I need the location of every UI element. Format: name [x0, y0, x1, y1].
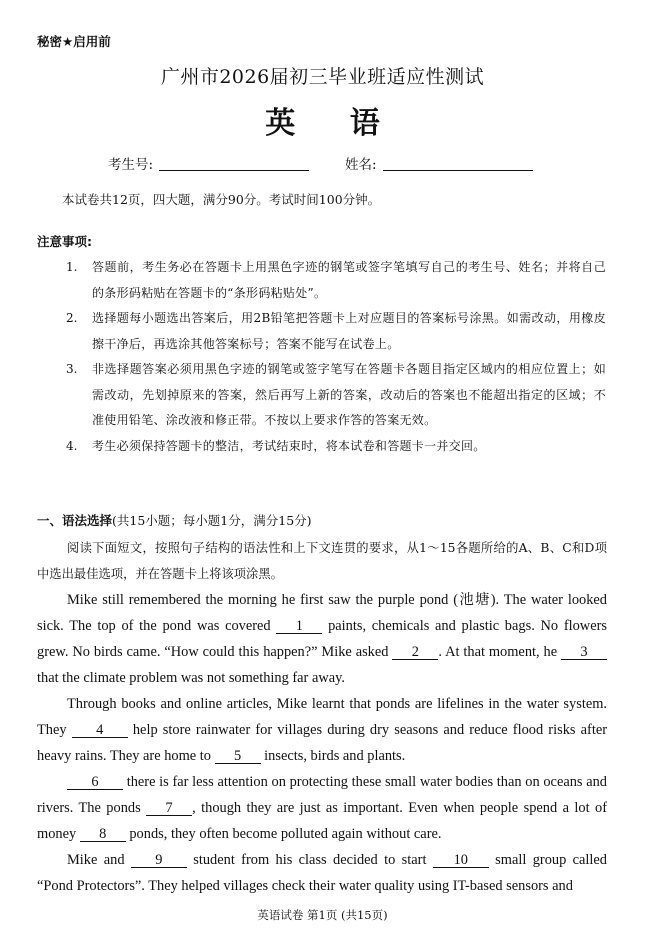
blank-2: 2 [392, 645, 438, 660]
notice-item-number: 2. [66, 311, 78, 325]
notice-item-text: 选择题每小题选出答案后，用2B铅笔把答题卡上对应题目的答案标号涂黑。如需改动，用橡皮擦干净后，再选涂其他答案标号；答案不能写在试卷上。 [92, 311, 606, 351]
reading-passage [37, 587, 607, 899]
passage-text: insects, birds and plants. [260, 748, 406, 764]
passage-text: that the climate problem was not something far away. [37, 670, 345, 686]
section-heading: 一、语法选择 [37, 513, 113, 528]
notice-item-text: 考生必须保持答题卡的整洁，考试结束时，将本试卷和答题卡一并交回。 [92, 438, 486, 453]
exam-title: 广州市2026届初三毕业班适应性测试 [160, 66, 485, 88]
passage-paragraph [37, 769, 607, 847]
name-field[interactable] [345, 153, 533, 173]
notice-item-number: 3. [66, 362, 78, 376]
blank-5: 5 [215, 749, 261, 764]
notice-item [66, 306, 606, 357]
notice-item-text: 非选择题答案必须用黑色字迹的钢笔或签字笔写在答题卡各题目指定区域内的相应位置上；如需改动，先划掉原来的答案，然后再写上新的答案，改动后的答案也不能超出指定的区域；不准使用铅笔、涂改液和修正带。不按以上要求作答的答案无效。 [92, 362, 606, 427]
passage-text: there is far less attention on protecting these small water bodies than on oceans and rivers. The ponds [37, 774, 607, 816]
passage-text: student from his class decided to start [186, 852, 433, 868]
blank-1: 1 [276, 619, 322, 634]
candidate-no-line [159, 170, 309, 171]
candidate-no-field[interactable] [108, 153, 309, 173]
passage-paragraph [37, 847, 607, 899]
name-line [383, 170, 533, 171]
candidate-no-label: 考生号: [108, 157, 154, 173]
blank-3: 3 [561, 645, 607, 660]
blank-7: 7 [146, 801, 192, 816]
passage-paragraph [37, 691, 607, 769]
section-instructions: 阅读下面短文，按照句子结构的语法性和上下文连贯的要求，从1～15各题所给的A、B、C和D项中选出最佳选项，并在答题卡上将该项涂黑。 [37, 541, 607, 581]
subject-title: 英 语 [265, 106, 402, 141]
section-detail: (共15小题；每小题1分，满分15分) [112, 513, 312, 528]
blank-4: 4 [72, 723, 128, 738]
passage-text: . At that moment, he [438, 644, 561, 660]
name-label: 姓名: [345, 157, 377, 173]
blank-9: 9 [131, 853, 187, 868]
secret-label: 秘密★启用前 [37, 34, 111, 49]
passage-text: small group called “Pond Protectors”. They helped villages check their water quality using IT-based sensors and [37, 852, 607, 894]
notice-item-number: 1. [66, 260, 78, 274]
blank-8: 8 [80, 827, 126, 842]
passage-text: Mike still remembered the morning he first saw the purple pond (池塘). The water looked sick. The top of the pond was covered [37, 592, 607, 634]
passage-text: Through books and online articles, Mike learnt that ponds are lifelines in the water system. They [37, 696, 607, 738]
passage-text: ponds, they often become polluted again without care. [125, 826, 442, 842]
exam-info: 本试卷共12页，四大题，满分90分。考试时间100分钟。 [62, 192, 381, 207]
notice-item-text: 答题前，考生务必在答题卡上用黑色字迹的钢笔或签字笔填写自己的考生号、姓名；并将自己的条形码粘贴在答题卡的“条形码粘贴处”。 [92, 260, 606, 300]
notice-item [66, 434, 606, 460]
notice-item-number: 4. [66, 438, 78, 453]
passage-text: Mike and [67, 852, 131, 868]
notice-item [66, 255, 606, 306]
notice-list [66, 255, 606, 459]
passage-text: paints, chemicals and plastic bags. No flowers grew. No birds came. “How could this happen?” Mike asked [37, 618, 607, 660]
notice-item [66, 357, 606, 434]
blank-10: 10 [433, 853, 489, 868]
notice-title: 注意事项: [37, 234, 92, 249]
passage-paragraph [37, 587, 607, 691]
section-title [37, 511, 312, 529]
blank-6: 6 [67, 775, 123, 790]
page-footer: 英语试卷 第1页 (共15页) [257, 908, 388, 922]
passage-text: , though they are just as important. Even when people spend a lot of money [37, 800, 607, 842]
passage-text: help store rainwater for villages during dry seasons and reduce flood risks after heavy rains. They are home to [37, 722, 607, 764]
